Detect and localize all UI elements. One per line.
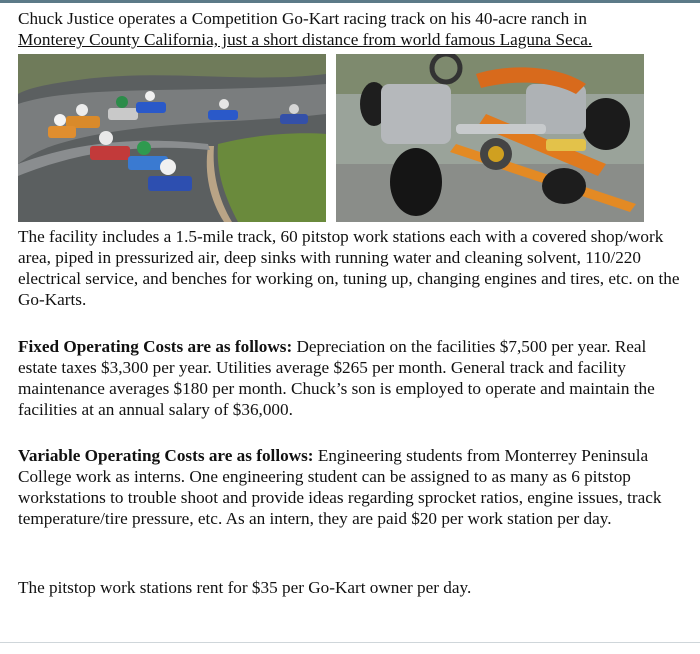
top-border [0, 0, 700, 3]
variable-costs-text: Engineering students from Monterrey Peninsula College work as interns. One engineering student can be assigned to as many as 6 pitstop workstations to trouble shoot and provide ideas regarding sprocket ratios, engine issues, track temperature/tire pressure, etc. As an intern, they are paid $20 per work station per day. [18, 446, 662, 528]
fixed-costs-text: Depreciation on the facilities $7,500 per year. Real estate taxes $3,300 per year. Utilities average $265 per month. General track and facility maintenance averages $180 per month. Chuck’s son is employed to operate and maintain the facilities at an annual salary of $36,000. [18, 337, 655, 419]
fixed-costs-paragraph [18, 336, 688, 420]
intro-paragraph [18, 8, 688, 50]
go-kart-engine-photo [336, 54, 644, 222]
bottom-divider [0, 642, 700, 643]
variable-costs-heading: Variable Operating Costs are as follows: [18, 446, 314, 465]
intro-line-2: Monterey County California, just a short distance from world famous Laguna Seca. [18, 30, 593, 49]
variable-costs-paragraph [18, 445, 688, 529]
rent-paragraph: The pitstop work stations rent for $35 per Go-Kart owner per day. [18, 578, 472, 597]
race-track-photo [18, 54, 326, 222]
fixed-costs-heading: Fixed Operating Costs are as follows: [18, 337, 293, 356]
intro-line-1: Chuck Justice operates a Competition Go-Kart racing track on his 40-acre ranch in [18, 9, 587, 28]
facility-paragraph: The facility includes a 1.5-mile track, 60 pitstop work stations each with a covered shop/work area, piped in pressurized air, deep sinks with running water and cleaning solvent, 110/220 electrical service, and benches for working on, tuning up, changing engines and tires, etc. on the Go-Karts. [18, 227, 680, 309]
